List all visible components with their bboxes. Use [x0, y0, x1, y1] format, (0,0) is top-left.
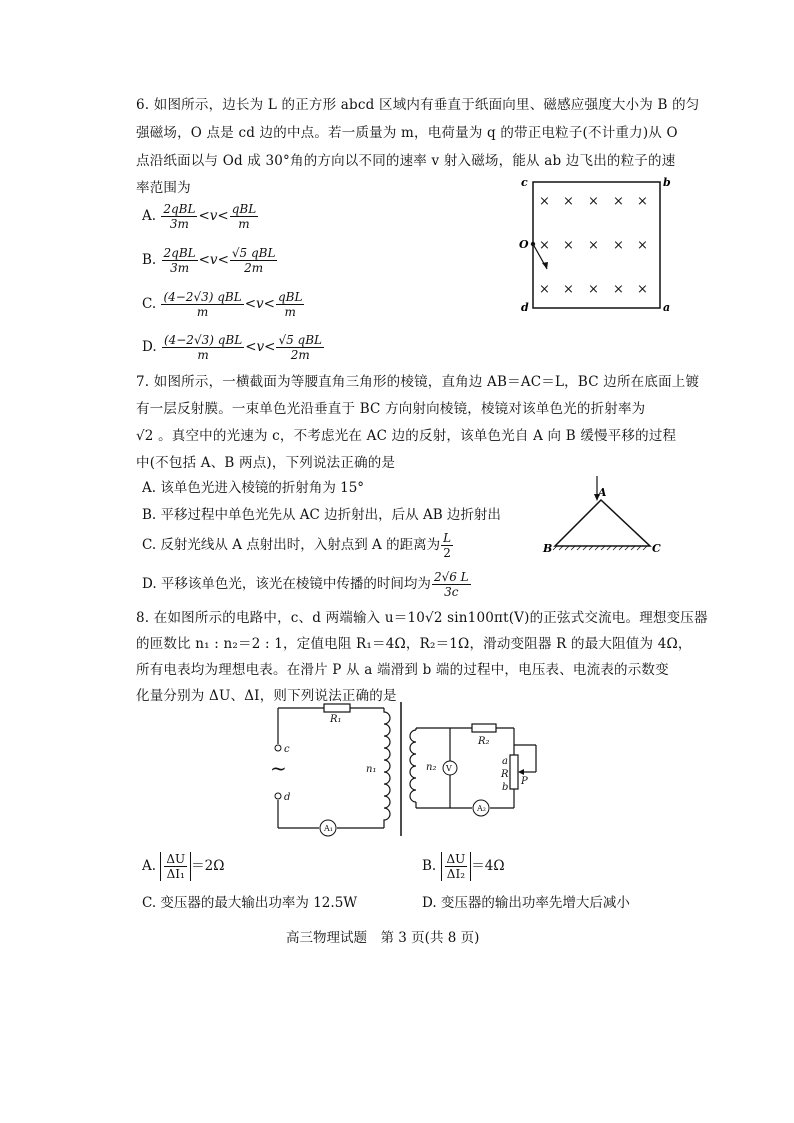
- rheostat-r: [510, 755, 518, 789]
- q6-option-a: A. $\frac{\text{2qBL}}{3m}$ <v< $\frac{\text{qBL}}{m}$: [142, 202, 257, 231]
- q6-stem-line4: 率范围为: [136, 180, 191, 196]
- q6-stem-line2: 强磁场，O 点是 cd 边的中点。若一质量为 m，电荷量为 q 的带正电粒子(不计重力)从 O: [136, 125, 678, 141]
- label-a1: A₁: [324, 824, 333, 833]
- q8-stem-line3: 所有电表均为理想电表。在滑片 P 从 a 端滑到 b 端的过程中，电压表、电流表的示数变: [136, 662, 669, 678]
- q7-stem-line3: √2 。真空中的光速为 c，不考虑光在 AC 边的反射，该单色光自 A 向 B 缓慢平移的过程: [136, 428, 677, 444]
- ac-source-symbol: ~: [270, 756, 287, 780]
- q6-option-c: C. $\frac{\text{(4−2√3) qBL}}{m}$ <v< $\frac{\text{qBL}}{m}$: [142, 290, 303, 319]
- svg-text:×: ×: [637, 194, 648, 209]
- label-b: B: [543, 542, 553, 555]
- q7-prism-figure: [540, 470, 670, 560]
- label-a: A: [598, 486, 607, 499]
- svg-text:×: ×: [563, 194, 574, 209]
- label-c: c: [521, 176, 528, 189]
- slider-p-arrow: [518, 769, 524, 775]
- label-n2: n₂: [426, 762, 437, 773]
- svg-text:×: ×: [588, 194, 599, 209]
- label-c: c: [284, 744, 290, 755]
- q7-option-d: D. 平移该单色光，该光在棱镜中传播的时间均为 $\frac{2√6 L}{3c}$: [142, 570, 469, 599]
- svg-text:×: ×: [613, 282, 624, 297]
- field-crosses: [539, 194, 648, 297]
- svg-text:×: ×: [613, 238, 624, 253]
- svg-text:×: ×: [588, 238, 599, 253]
- terminal-d: [275, 793, 281, 799]
- resistor-r2: [472, 724, 496, 732]
- q6-option-b: B. $\frac{\text{2qBL}}{3m}$ <v< $\frac{\text{√5 qBL}}{2m}$: [142, 246, 276, 275]
- primary-coil: [384, 708, 390, 828]
- arrow-head: [542, 262, 548, 269]
- svg-text:×: ×: [637, 282, 648, 297]
- label-d: d: [284, 792, 291, 803]
- svg-text:×: ×: [563, 238, 574, 253]
- q6-stem-line3: 点沿纸面以与 Od 成 30°角的方向以不同的速率 v 射入磁场，能从 ab 边飞出的粒子的速: [136, 153, 676, 169]
- label-d: d: [521, 301, 529, 314]
- q7-stem-line4: 中(不包括 A、B 两点)，下列说法正确的是: [136, 455, 396, 471]
- label-v: V: [446, 764, 452, 773]
- q8-circuit-figure: [266, 700, 556, 840]
- q8-option-a: A. $\frac{\Delta U}{\text{ΔI₁}}$ ＝2Ω: [142, 852, 225, 881]
- resistor-r1: [324, 704, 350, 712]
- svg-text:×: ×: [539, 194, 550, 209]
- q7-stem-line1: 7. 如图所示，一横截面为等腰直角三角形的棱镜，直角边 AB＝AC＝L，BC 边所在底面上镀: [136, 374, 700, 390]
- q7-stem-line2: 有一层反射膜。一束单色光沿垂直于 BC 方向射向棱镜，棱镜对该单色光的折射率为: [136, 401, 646, 417]
- svg-text:×: ×: [588, 282, 599, 297]
- q6-stem-line1: 6. 如图所示，边长为 L 的正方形 abcd 区域内有垂直于纸面向里、磁感应强度大小为 B 的匀: [136, 97, 700, 113]
- svg-text:×: ×: [613, 194, 624, 209]
- svg-text:×: ×: [637, 238, 648, 253]
- label-a: a: [663, 301, 671, 314]
- label-a2: A₂: [477, 804, 486, 813]
- label-b: b: [502, 782, 509, 793]
- q6-magnetic-field-figure: [515, 170, 675, 315]
- q8-stem-line4: 化量分别为 ΔU、ΔI，则下列说法正确的是: [136, 688, 397, 704]
- q7-option-c: C. 反射光线从 A 点射出时，入射点到 A 的距离为 $\frac{L}{2}$: [142, 531, 452, 560]
- label-a: a: [502, 756, 508, 767]
- label-r2: R₂: [478, 736, 490, 747]
- terminal-c: [275, 745, 281, 751]
- svg-text:×: ×: [563, 282, 574, 297]
- q7-option-a: A. 该单色光进入棱镜的折射角为 15°: [142, 480, 365, 496]
- q7-option-b: B. 平移过程中单色光先从 AC 边折射出，后从 AB 边折射出: [142, 507, 501, 523]
- secondary-coil: [410, 730, 416, 802]
- q8-option-d: D. 变压器的输出功率先增大后减小: [422, 895, 630, 911]
- q8-stem-line2: 的匝数比 n₁ : n₂＝2 : 1，定值电阻 R₁＝4Ω，R₂＝1Ω，滑动变阻器 R 的最大阻值为 4Ω，: [136, 636, 692, 652]
- label-n1: n₁: [366, 764, 377, 775]
- label-p: P: [521, 776, 528, 787]
- q8-option-b: B. $\frac{\Delta U}{\text{ΔI₂}}$ ＝4Ω: [422, 852, 505, 881]
- prism-triangle: [555, 500, 650, 546]
- label-r: R: [501, 769, 509, 780]
- q8-option-c: C. 变压器的最大输出功率为 12.5W: [142, 895, 358, 911]
- page-footer: 高三物理试题 第 3 页(共 8 页): [286, 930, 480, 946]
- label-o: O: [519, 238, 529, 251]
- svg-text:×: ×: [539, 282, 550, 297]
- label-c: C: [652, 542, 661, 555]
- q8-stem-line1: 8. 在如图所示的电路中，c、d 两端输入 u＝10√2 sin100πt(V)的正弦式交流电。理想变压器: [136, 610, 708, 626]
- svg-text:×: ×: [539, 238, 550, 253]
- label-r1: R₁: [330, 714, 342, 725]
- label-b: b: [663, 176, 671, 189]
- q6-option-d: D. $\frac{\text{(4−2√3) qBL}}{m}$ <v< $\frac{\text{√5 qBL}}{2m}$: [142, 333, 323, 362]
